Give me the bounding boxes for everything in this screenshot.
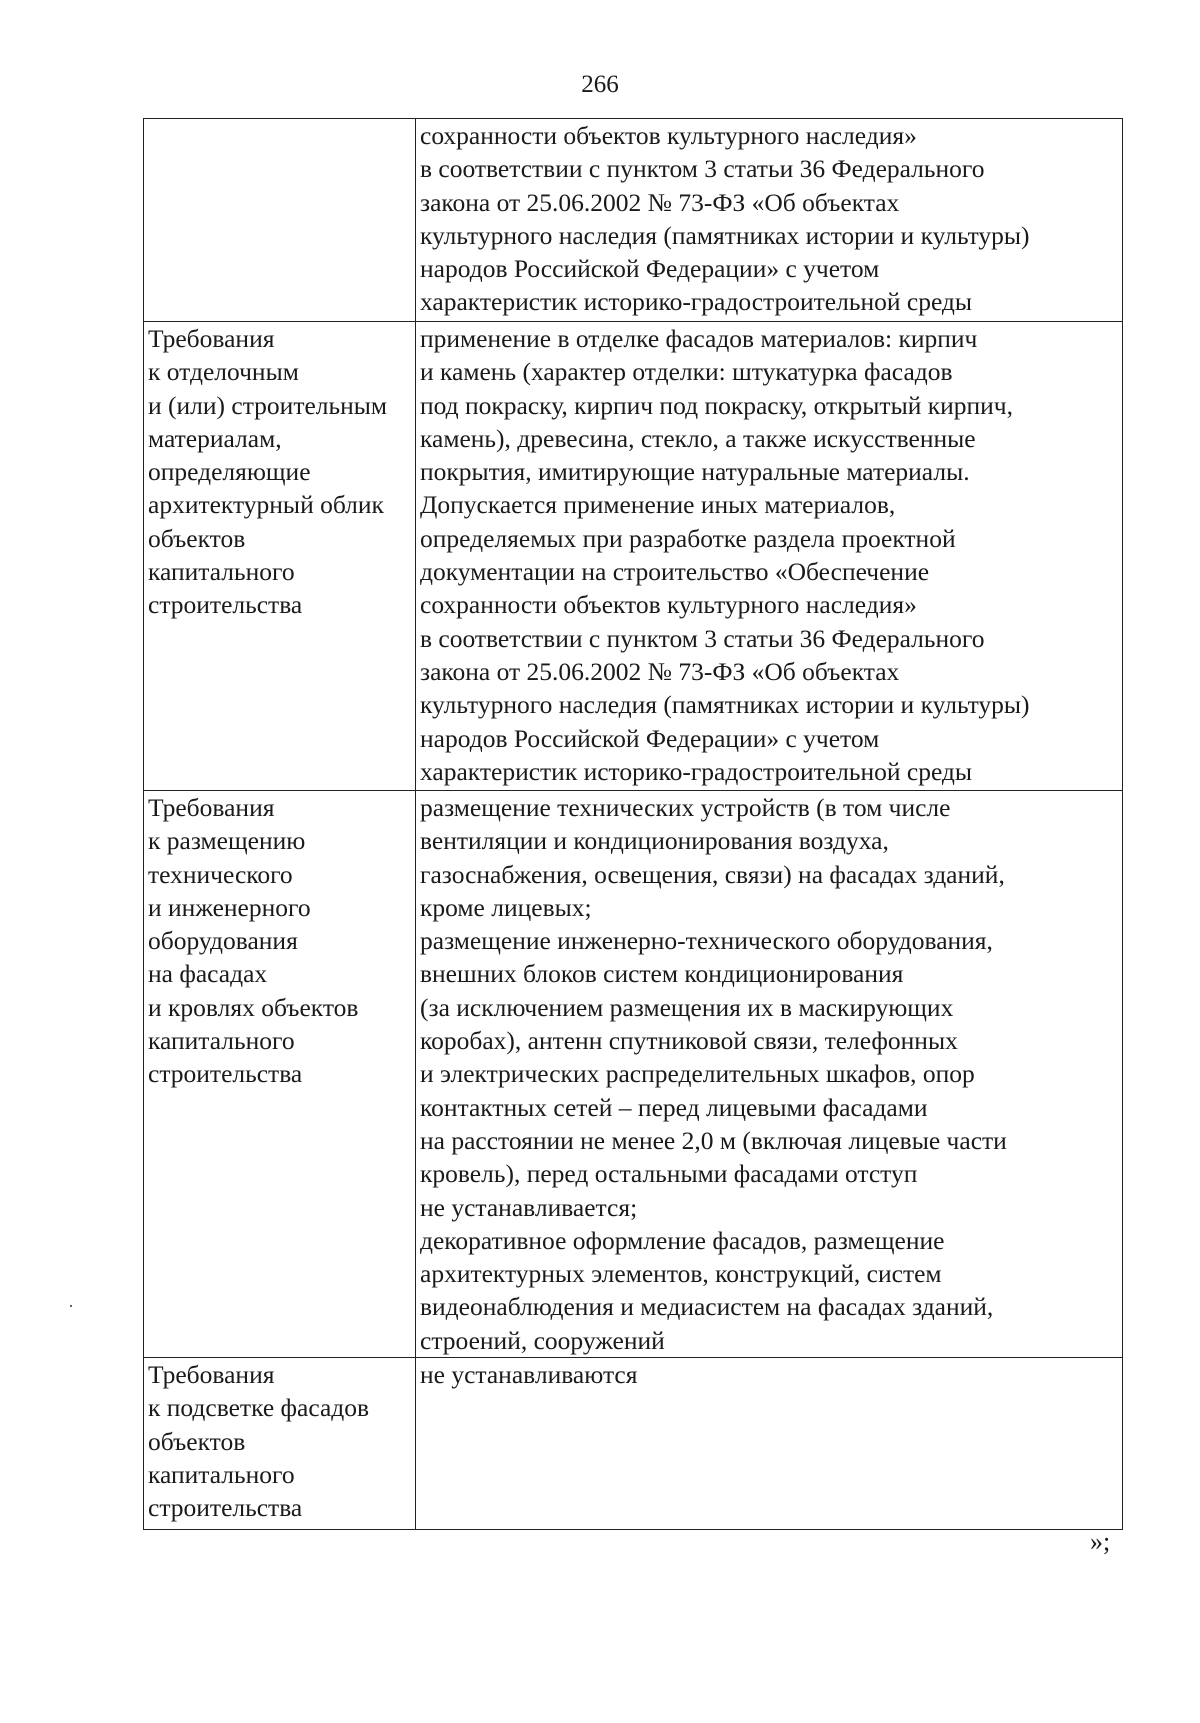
- value-cell: применение в отделке фасадов материалов: кирпич и камень (характер отделки: штукатурка фасадов под покраску, кирпич под покраску, открытый кирпич, камень), древесина, стекло, а также искусственные покрытия, имитирующие натуральные материалы. Допускается применение иных материалов, определяемых при разработке раздела проектной документации на строительство «Обеспечение сохранности объектов культурного наследия» в соответствии с пунктом 3 статьи 36 Федерального закона от 25.06.2002 № 73-ФЗ «Об объектах культурного наследия (памятниках истории и культуры) народов Российской Федерации» с учетом характеристик историко-градостроительной среды: [416, 322, 1123, 791]
- requirements-table: [143, 118, 1123, 1530]
- table-row: [144, 119, 1123, 322]
- requirement-cell: [144, 119, 416, 322]
- page-number: 266: [581, 71, 619, 98]
- requirement-cell: Требования к подсветке фасадов объектов капитального строительства: [144, 1358, 416, 1530]
- scan-speck: [70, 1305, 72, 1307]
- table-row: [144, 322, 1123, 791]
- value-cell: сохранности объектов культурного наследия» в соответствии с пунктом 3 статьи 36 Федерального закона от 25.06.2002 № 73-ФЗ «Об объектах культурного наследия (памятниках истории и культуры) народов Российской Федерации» с учетом характеристик историко-градостроительной среды: [416, 119, 1123, 322]
- closing-quote-mark: »;: [1090, 1527, 1111, 1556]
- requirement-cell: Требования к отделочным и (или) строительным материалам, определяющие архитектурный облик объектов капитального строительства: [144, 322, 416, 791]
- table-row: [144, 791, 1123, 1358]
- table-row: [144, 1358, 1123, 1530]
- requirement-cell: Требования к размещению технического и инженерного оборудования на фасадах и кровлях объектов капитального строительства: [144, 791, 416, 1358]
- value-cell: не устанавливаются: [416, 1358, 1123, 1530]
- value-cell: размещение технических устройств (в том числе вентиляции и кондиционирования воздуха, газоснабжения, освещения, связи) на фасадах зданий, кроме лицевых; размещение инженерно-технического оборудования, внешних блоков систем кондиционирования (за исключением размещения их в маскирующих коробах), антенн спутниковой связи, телефонных и электрических распределительных шкафов, опор контактных сетей – перед лицевыми фасадами на расстоянии не менее 2,0 м (включая лицевые части кровель), перед остальными фасадами отступ не устанавливается; декоративное оформление фасадов, размещение архитектурных элементов, конструкций, систем видеонаблюдения и медиасистем на фасадах зданий, строений, сооружений: [416, 791, 1123, 1358]
